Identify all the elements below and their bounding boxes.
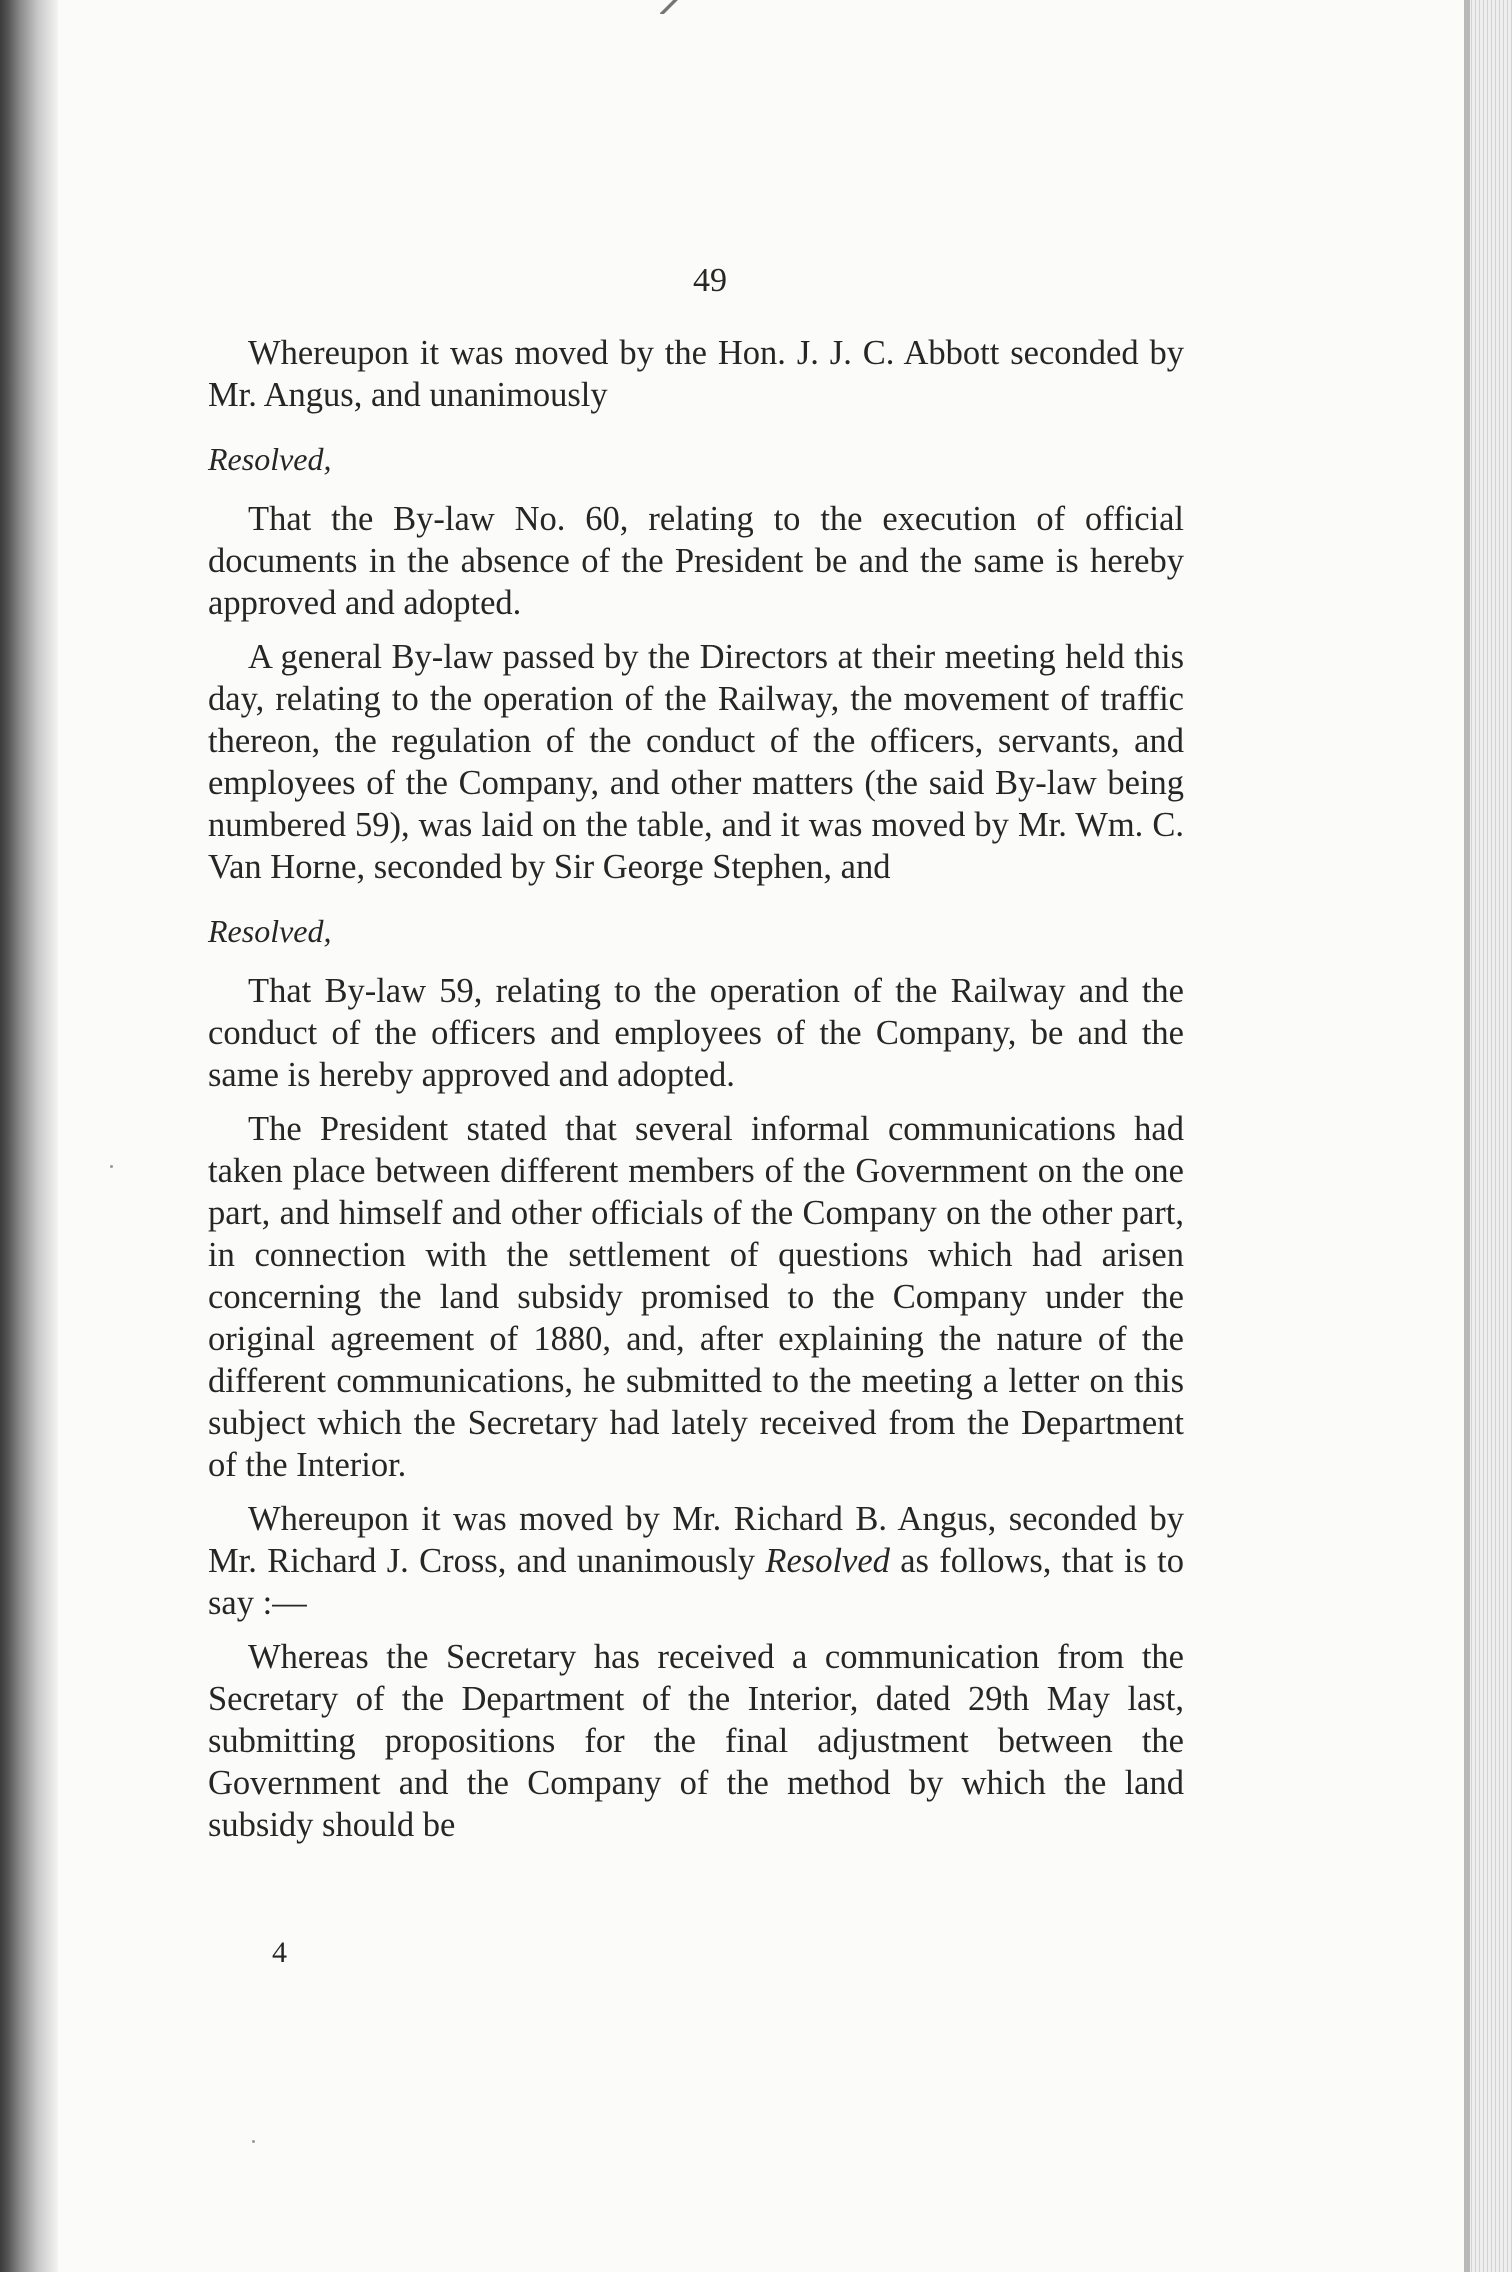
motion-2-tail: as follows, that is to say :—: [208, 1542, 1184, 1622]
motion-paragraph-1: Whereupon it was moved by the Hon. J. J. C. Abbott seconded by Mr. Angus, and unanimously: [208, 334, 1184, 414]
motion-2-text: Whereupon it was moved by Mr. Richard B. Angus, seconded by Mr. Richard J. Cross, and unanimously: [208, 1500, 1184, 1580]
resolved-heading-2: Resolved,: [208, 913, 332, 949]
whereas-paragraph: Whereas the Secretary has received a communication from the Secretary of the Department of the Interior, dated 29th May last, submitting propositions for the final adjustment between the Government and the Company of the method by which the land subsidy should be: [208, 1638, 1184, 1844]
page-edges: [1464, 0, 1512, 2272]
resolved-heading-1: Resolved,: [208, 441, 332, 477]
general-bylaw-paragraph: A general By-law passed by the Directors at their meeting held this day, relating to the operation of the Railway, the movement of traffic thereon, the regulation of the conduct of the officers, servants, and employees of the Company, and other matters (the said By-law being numbered 59), was laid on the table, and it was moved by Mr. Wm. C. Van Horne, seconded by Sir George Stephen, and: [208, 638, 1184, 886]
speck: [110, 1165, 113, 1168]
scan-mark: [660, 0, 678, 14]
page-number: 49: [693, 262, 727, 299]
signature-mark: 4: [272, 1936, 287, 1969]
bylaw-59-paragraph: That By-law 59, relating to the operation of the Railway and the conduct of the officers and employees of the Company, be and the same is hereby approved and adopted.: [208, 972, 1184, 1094]
book-binding-shadow: [0, 0, 58, 2272]
document-body: [208, 332, 1184, 1846]
bylaw-60-paragraph: That the By-law No. 60, relating to the execution of official documents in the absence of the President be and the same is hereby approved and adopted.: [208, 500, 1184, 622]
speck: [252, 2140, 255, 2143]
resolved-inline: Resolved: [765, 1542, 890, 1580]
president-statement-paragraph: The President stated that several informal communications had taken place between different members of the Government on the one part, and himself and other officials of the Company on the other part, in connection with the settlement of questions which had arisen concerning the land subsidy promised to the Company under the original agreement of 1880, and, after explaining the nature of the different communications, he submitted to the meeting a letter on this subject which the Secretary had lately received from the Department of the Interior.: [208, 1110, 1184, 1484]
motion-paragraph-2: [208, 1498, 1184, 1624]
